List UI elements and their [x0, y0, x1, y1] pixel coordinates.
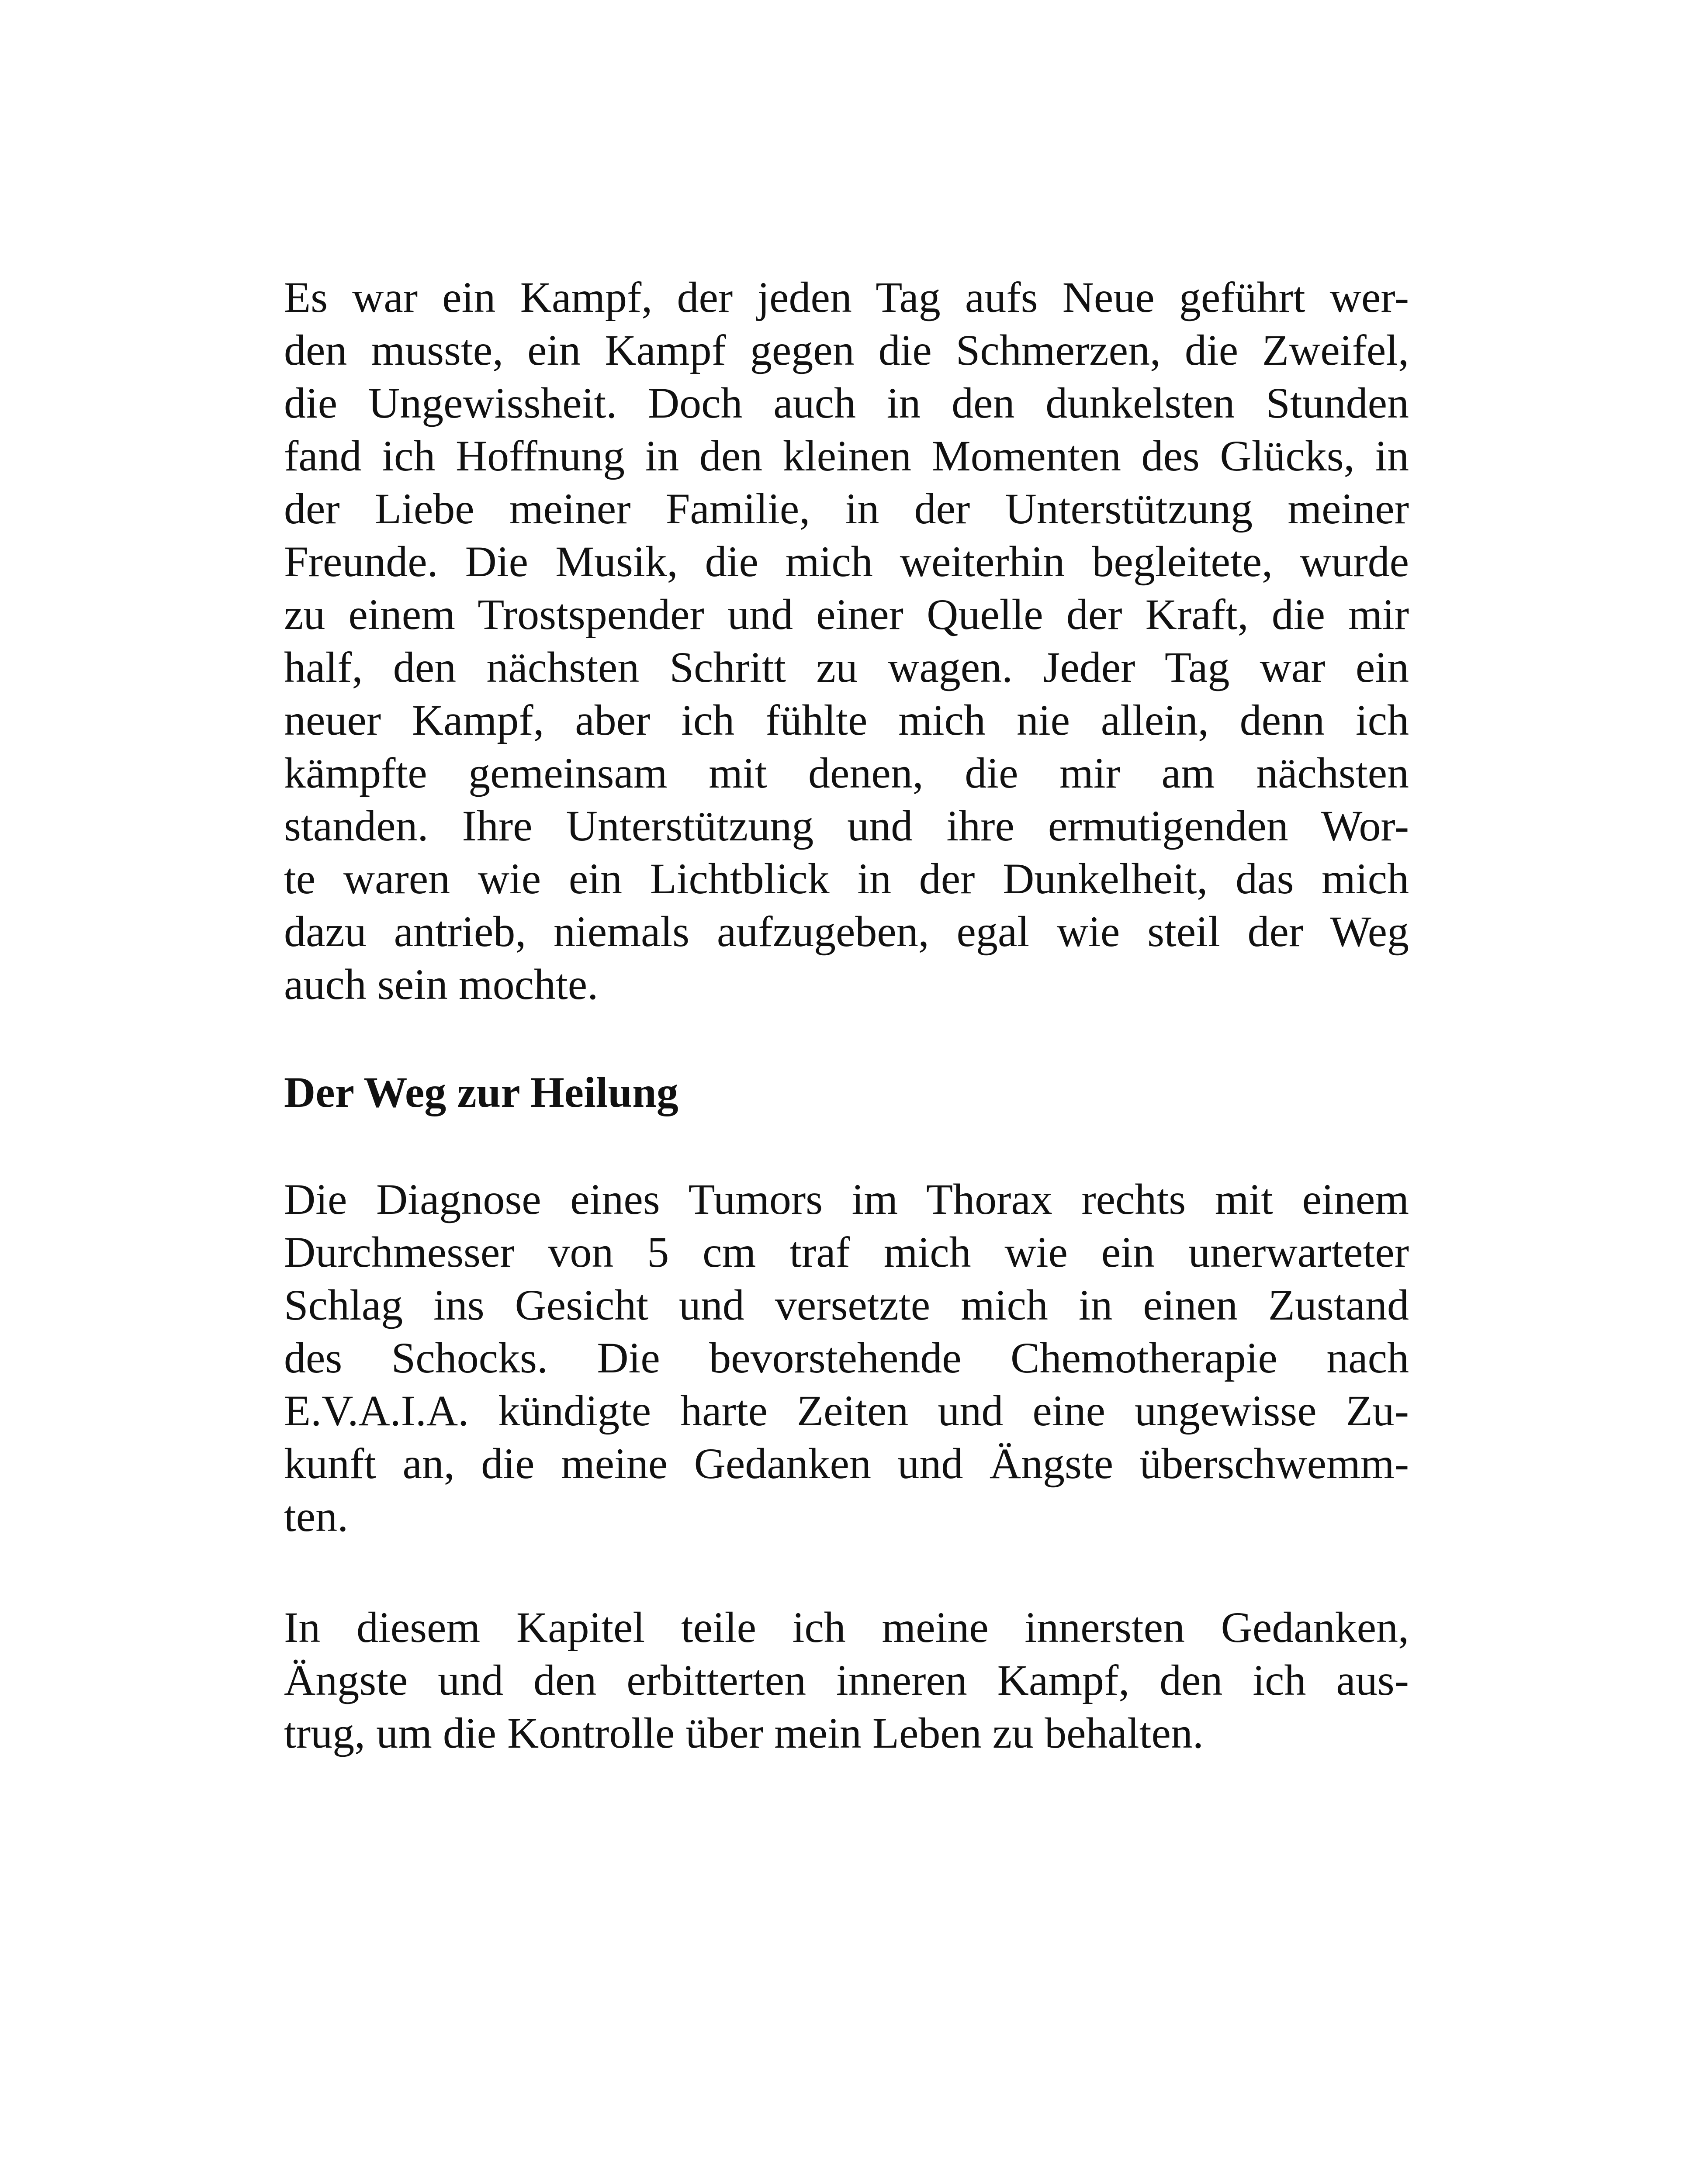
text-line: te waren wie ein Lichtblick in der Dunkelheit, das mich: [284, 854, 1409, 903]
text-line: In diesem Kapitel teile ich meine innersten Gedanken,: [284, 1603, 1409, 1652]
text-line: trug, um die Kontrolle über mein Leben zu behalten.: [284, 1709, 1204, 1757]
heading-text: Der Weg zur Heilung: [284, 1068, 678, 1116]
text-line: zu einem Trostspender und einer Quelle der Kraft, die mir: [284, 590, 1409, 639]
text-line: E.V.A.I.A. kündigte harte Zeiten und eine ungewisse Zu-: [284, 1386, 1409, 1435]
text-line: Es war ein Kampf, der jeden Tag aufs Neue geführt wer-: [284, 273, 1409, 321]
text-line: kämpfte gemeinsam mit denen, die mir am nächsten: [284, 749, 1409, 797]
text-line: dazu antrieb, niemals aufzugeben, egal wie steil der Weg: [284, 907, 1409, 956]
text-line: fand ich Hoffnung in den kleinen Momenten des Glücks, in: [284, 432, 1409, 480]
text-line: Ängste und den erbitterten inneren Kampf, den ich aus-: [284, 1656, 1409, 1704]
text-line: standen. Ihre Unterstützung und ihre ermutigenden Wor-: [284, 802, 1409, 850]
paragraph-2: [284, 1173, 1409, 1543]
text-line: Freunde. Die Musik, die mich weiterhin begleitete, wurde: [284, 537, 1409, 586]
text-line: der Liebe meiner Familie, in der Unterstützung meiner: [284, 484, 1409, 533]
paragraph-3: [284, 1601, 1409, 1759]
text-line: Schlag ins Gesicht und versetzte mich in einen Zustand: [284, 1281, 1409, 1329]
text-line: Durchmesser von 5 cm traf mich wie ein unerwarteter: [284, 1228, 1409, 1276]
text-line: die Ungewissheit. Doch auch in den dunkelsten Stunden: [284, 379, 1409, 427]
text-line: den musste, ein Kampf gegen die Schmerzen, die Zweifel,: [284, 326, 1409, 374]
text-line: auch sein mochte.: [284, 960, 599, 1009]
text-line: half, den nächsten Schritt zu wagen. Jeder Tag war ein: [284, 643, 1409, 691]
paragraph-1: [284, 271, 1409, 1011]
text-line: ten.: [284, 1492, 349, 1541]
text-line: kunft an, die meine Gedanken und Ängste überschwemm-: [284, 1439, 1409, 1488]
text-line: neuer Kampf, aber ich fühlte mich nie allein, denn ich: [284, 696, 1409, 744]
text-line: Die Diagnose eines Tumors im Thorax rechts mit einem: [284, 1175, 1409, 1223]
section-heading: [284, 1066, 1409, 1119]
text-line: des Schocks. Die bevorstehende Chemotherapie nach: [284, 1334, 1409, 1382]
